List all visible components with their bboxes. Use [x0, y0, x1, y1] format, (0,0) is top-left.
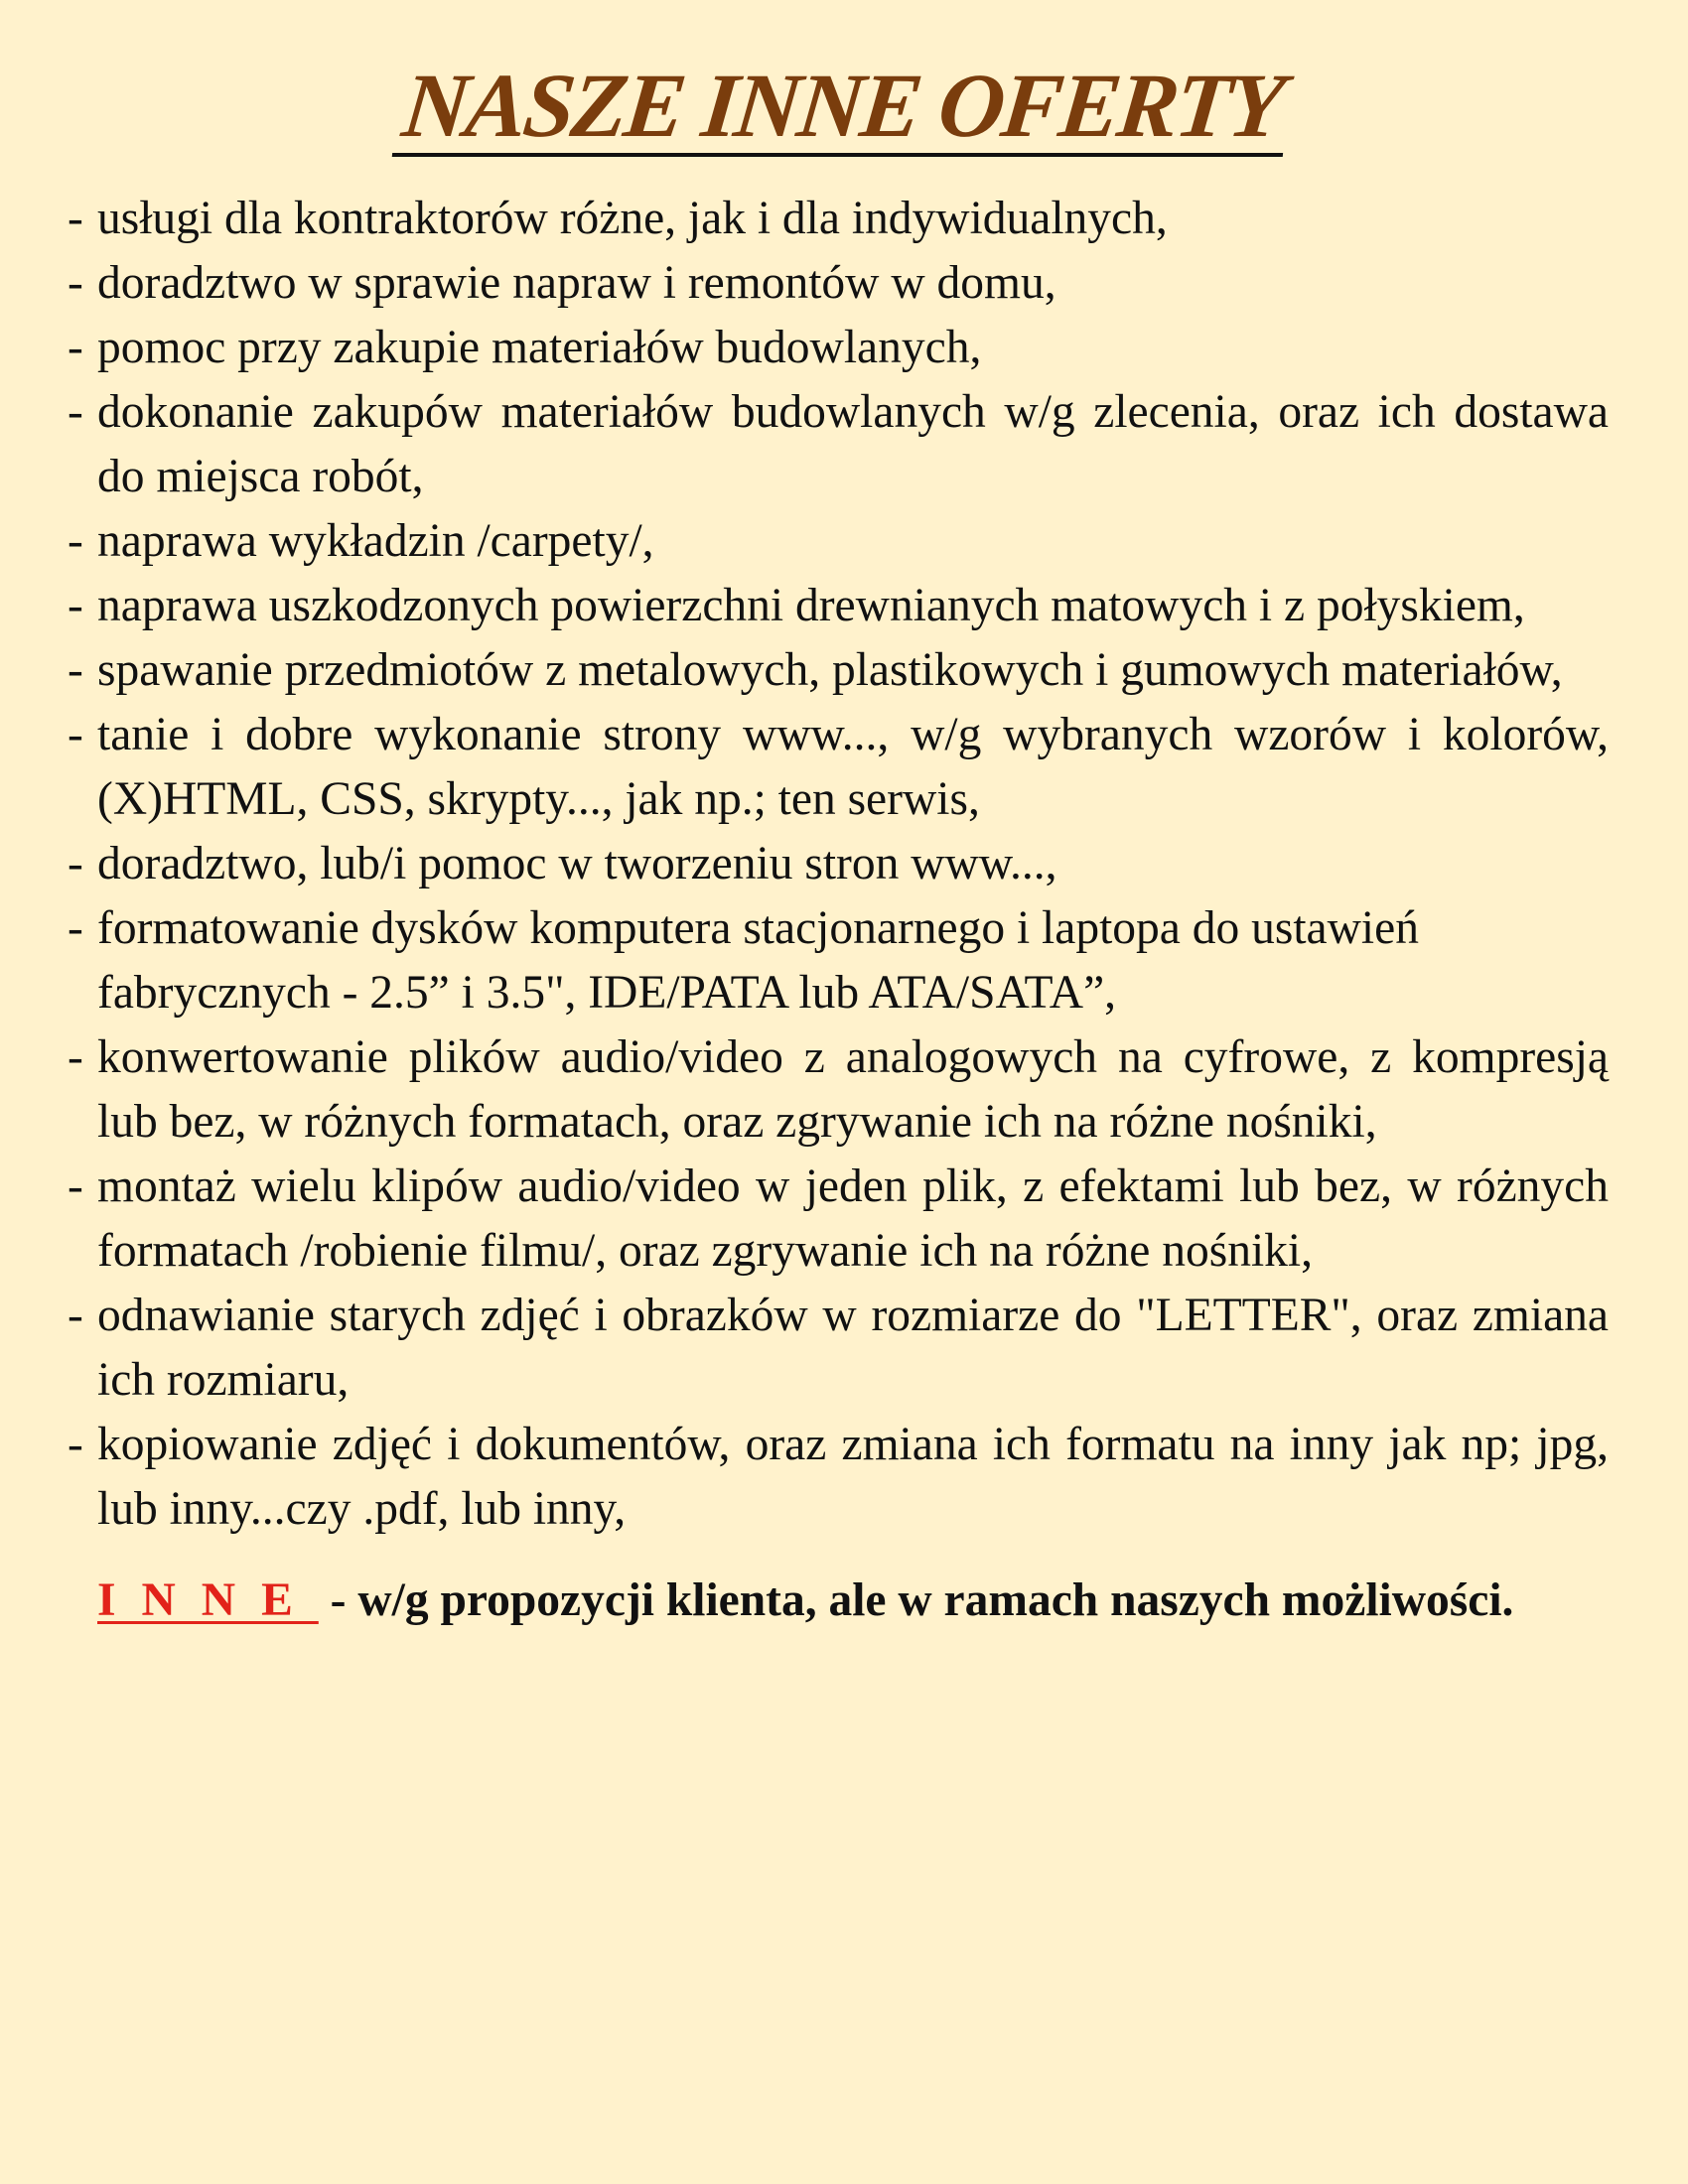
list-item-text: pomoc przy zakupie materiałów budowlanych,: [97, 322, 982, 373]
list-item: [68, 896, 1609, 1025]
list-marker: -: [68, 644, 83, 696]
list-marker: -: [68, 902, 83, 954]
list-item-text: doradztwo, lub/i pomoc w tworzeniu stron www...,: [97, 838, 1057, 889]
list-item-text: naprawa uszkodzonych powierzchni drewnianych matowych i z połyskiem,: [97, 580, 1525, 631]
list-item: [68, 1155, 1609, 1284]
list-item: [68, 1025, 1609, 1155]
list-marker: -: [68, 515, 83, 567]
list-marker: -: [68, 838, 83, 889]
list-item-text: naprawa wykładzin /carpety/,: [97, 515, 654, 567]
list-item-text: odnawianie starych zdjęć i obrazków w rozmiarze do "LETTER", oraz zmiana ich rozmiaru,: [97, 1290, 1609, 1406]
list-item-text: dokonanie zakupów materiałów budowlanych w/g zlecenia, oraz ich dostawa do miejsca robót,: [97, 386, 1609, 502]
list-marker: -: [68, 1290, 83, 1341]
list-item: [68, 1284, 1609, 1413]
title-wrap: [68, 55, 1609, 157]
list-marker: -: [68, 1160, 83, 1212]
list-item: [68, 1413, 1609, 1542]
offer-list: [68, 187, 1609, 1542]
list-item: [68, 316, 1609, 380]
other-label: INNE: [97, 1574, 319, 1626]
other-offers-note: [68, 1570, 1609, 1632]
list-marker: -: [68, 322, 83, 373]
list-item-text: montaż wielu klipów audio/video w jeden plik, z efektami lub bez, w różnych formatach /robienie filmu/, oraz zgrywanie ich na różne nośniki,: [97, 1160, 1609, 1277]
list-marker: -: [68, 257, 83, 309]
list-item-text: formatowanie dysków komputera stacjonarnego i laptopa do ustawień fabrycznych - 2.5” i 3.5", IDE/PATA lub ATA/SATA”,: [97, 902, 1419, 1019]
list-item-text: spawanie przedmiotów z metalowych, plastikowych i gumowych materiałów,: [97, 644, 1563, 696]
list-marker: -: [68, 1031, 83, 1083]
other-offers-text-block: [97, 1570, 1513, 1632]
list-item-text: konwertowanie plików audio/video z analogowych na cyfrowe, z kompresją lub bez, w różnych formatach, oraz zgrywanie ich na różne nośniki,: [97, 1031, 1609, 1148]
list-marker: -: [68, 386, 83, 438]
list-item: [68, 251, 1609, 316]
list-marker: -: [68, 193, 83, 244]
list-item: [68, 574, 1609, 638]
list-item: [68, 380, 1609, 509]
document-page: [68, 55, 1609, 1632]
list-marker: -: [68, 1419, 83, 1470]
list-item: [68, 832, 1609, 896]
list-item-text: kopiowanie zdjęć i dokumentów, oraz zmiana ich formatu na inny jak np; jpg, lub inny...czy .pdf, lub inny,: [97, 1419, 1609, 1535]
list-item: [68, 703, 1609, 832]
list-marker: -: [68, 709, 83, 760]
other-text: - w/g propozycji klienta, ale w ramach naszych możliwości.: [318, 1574, 1514, 1626]
page-title: NASZE INNE OFERTY: [391, 58, 1292, 157]
list-item: [68, 509, 1609, 574]
list-item-text: tanie i dobre wykonanie strony www..., w/g wybranych wzorów i kolorów, (X)HTML, CSS, skrypty..., jak np.; ten serwis,: [97, 709, 1609, 825]
list-marker: -: [68, 580, 83, 631]
list-item: [68, 638, 1609, 703]
list-item-text: usługi dla kontraktorów różne, jak i dla indywidualnych,: [97, 193, 1168, 244]
list-item: [68, 187, 1609, 251]
list-item-text: doradztwo w sprawie napraw i remontów w domu,: [97, 257, 1056, 309]
